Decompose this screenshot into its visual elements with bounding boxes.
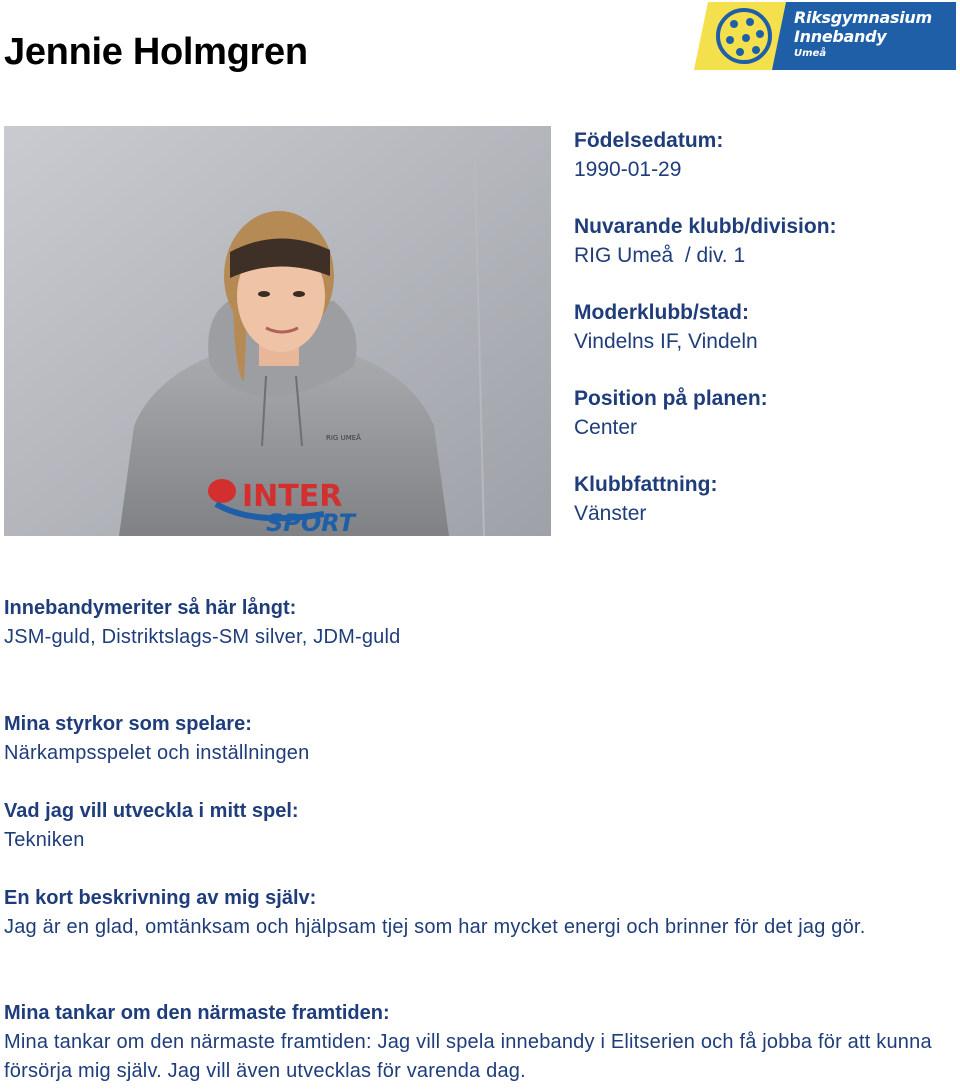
section-develop [4, 797, 954, 855]
section-value: Närkampsspelet och inställningen [4, 742, 310, 764]
fact-position [574, 384, 954, 442]
fact-label: Födelsedatum: [574, 129, 724, 152]
section-future [4, 999, 954, 1086]
section-value: Tekniken [4, 829, 85, 851]
shirt-logo-sport: SPORT [266, 509, 356, 536]
section-label: Mina styrkor som spelare: [4, 713, 252, 735]
section-label: Vad jag vill utveckla i mitt spel: [4, 800, 299, 822]
page-title: Jennie Holmgren [4, 31, 308, 73]
fact-value: RIG Umeå / div. 1 [574, 244, 746, 267]
fact-current-club [574, 212, 954, 270]
fact-label: Nuvarande klubb/division: [574, 215, 837, 238]
fact-birthdate [574, 126, 954, 184]
section-label: Innebandymeriter så här långt: [4, 597, 297, 619]
player-photo [4, 126, 551, 536]
section-label: Mina tankar om den närmaste framtiden: [4, 1002, 390, 1024]
fact-value: Center [574, 416, 638, 439]
fact-home-club [574, 298, 954, 356]
section-label: En kort beskrivning av mig själv: [4, 887, 317, 909]
fact-value: 1990-01-29 [574, 158, 682, 181]
logo-text-innebandy: Innebandy [794, 27, 887, 46]
shirt-badge: RIG UMEÅ [326, 434, 361, 442]
section-value: Mina tankar om den närmaste framtiden: Jag vill spela innebandy i Elitserien och få jobba för att kunna försörja mig själv. Jag vill även utvecklas för varenda dag. [4, 1031, 932, 1082]
fact-value: Vindelns IF, Vindeln [574, 330, 758, 353]
player-facts [574, 126, 954, 556]
logo-text-umea: Umeå [794, 48, 827, 59]
school-logo [694, 2, 956, 70]
fact-value: Vänster [574, 502, 647, 525]
section-strengths [4, 710, 954, 768]
section-value: Jag är en glad, omtänksam och hjälpsam tjej som har mycket energi och brinner för det jag gör. [4, 916, 866, 938]
player-portrait-image [4, 126, 551, 536]
section-description [4, 884, 954, 942]
fact-label: Moderklubb/stad: [574, 301, 750, 324]
section-merits [4, 594, 954, 652]
shirt-logo-inter: INTER [242, 479, 343, 514]
fact-label: Position på planen: [574, 387, 768, 410]
fact-stick-hand [574, 470, 954, 528]
section-value: JSM-guld, Distriktslags-SM silver, JDM-guld [4, 626, 401, 648]
logo-text-riksgymnasium: Riksgymnasium [794, 8, 932, 27]
fact-label: Klubbfattning: [574, 473, 718, 496]
